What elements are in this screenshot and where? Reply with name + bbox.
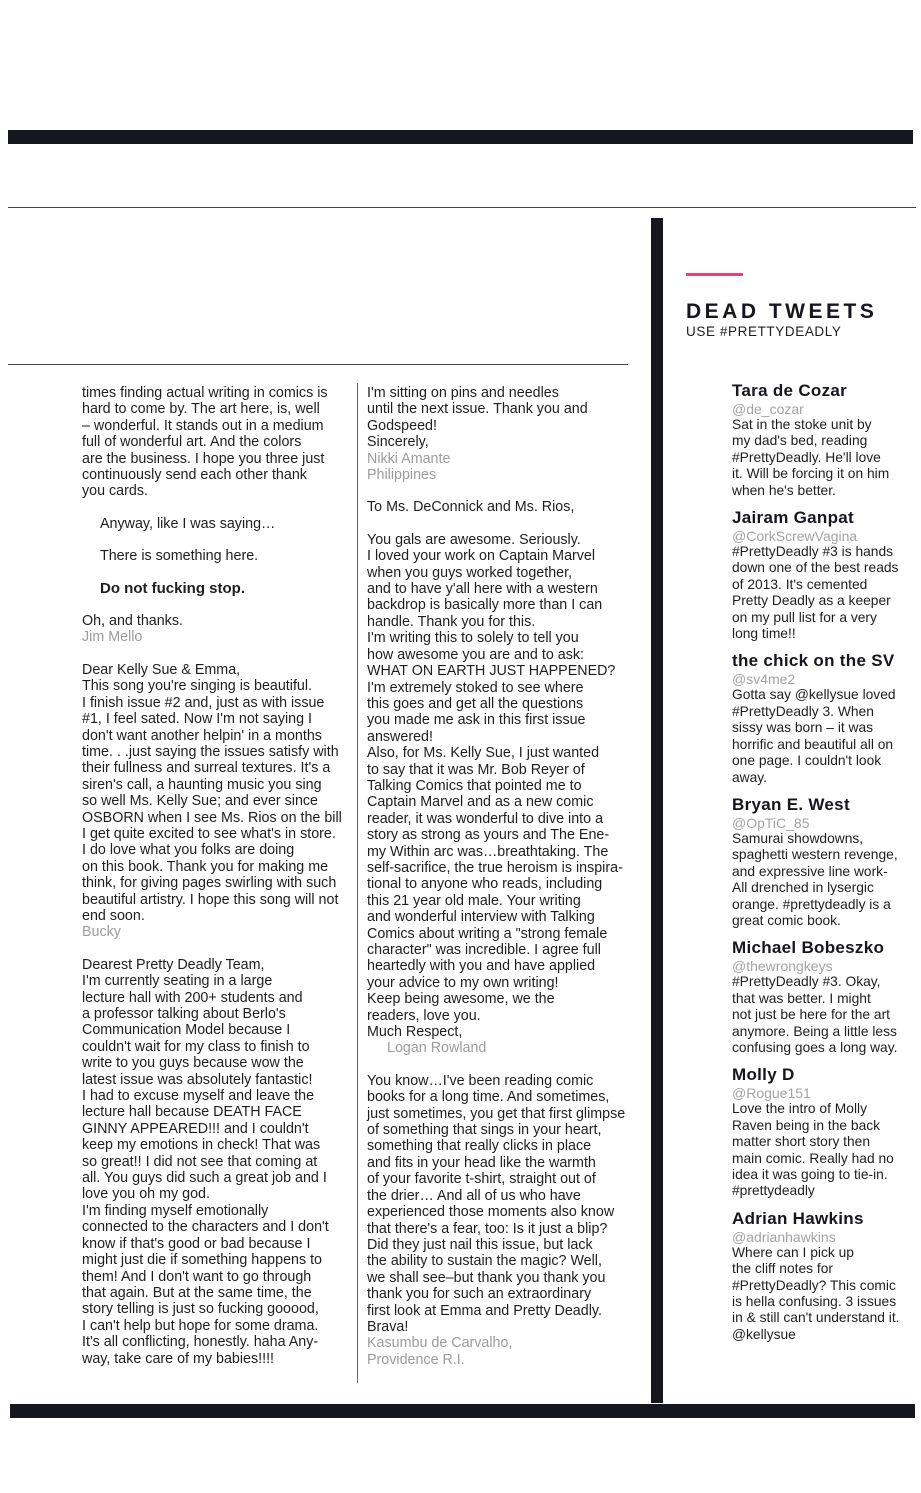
letter-signature: Logan Rowland — [387, 1040, 487, 1057]
letters-top-rule — [8, 364, 628, 365]
letter-text: Anyway, like I was saying… — [100, 515, 276, 532]
letter-text: You know…I've been reading comic books for a long time. And sometimes, just sometimes, you get that first glimpse of something that sings in your heart, something that really clicks in place and fits in your head like the warmth of your favorite t-shirt, straight out of the drier… And all of us who have experienced those moments also know that there's a fear, too: Is it just a blip? Did they just nail this issue, but lack the ability to sustain the magic? Well, we shall see–but thank you thank you thank you for such an extraordinary first look at Emma and Pretty Deadly. Brava! — [367, 1072, 626, 1335]
letter-text: Dearest Pretty Deadly Team, I'm currently seating in a large lecture hall with 200+ students and a professor talking about Berlo's Communication Model because I couldn't wait for my class to finish to write to you guys because wow the latest issue was absolutely fantastic! I had to excuse myself and leave the lecture hall because DEATH FACE GINNY APPEARED!!! and I couldn't keep my emotions in check! That was so great!! I did not see that coming at all. You guys did such a great job and I love you oh my god. I'm finding myself emotionally connected to the characters and I don't know if that's good or bad because I might just die if something happens to them! And I don't want to go through that again. But at the same time, the story telling is just so fucking gooood, I can't help but hope for some drama. It's all conflicting, honestly. haha Any- way, take care of my babies!!!! — [82, 956, 329, 1367]
tweet-text: Love the intro of Molly Raven being in the back matter short story then main comic. Really had no idea it was going to tie-in. #prettydeadly — [732, 1101, 894, 1199]
letter-emphasis: Do not fucking stop. — [100, 579, 245, 597]
tweet-author: Michael Bobeszko — [732, 938, 885, 958]
tweet-item — [732, 651, 918, 785]
letter-text: There is something here. — [100, 548, 259, 565]
accent-rule — [686, 273, 743, 276]
letter-salutation: To Ms. DeConnick and Ms. Rios, — [367, 499, 575, 516]
bottom-black-bar — [10, 1404, 915, 1418]
tweet-handle: @OpTiC_85 — [732, 814, 810, 831]
sidebar-vertical-bar — [651, 218, 663, 1403]
sidebar-title: DEAD TWEETS — [686, 300, 878, 323]
letter-signature: Nikki Amante Philippines — [367, 450, 451, 484]
top-black-bar — [8, 130, 913, 144]
tweet-handle: @adrianhawkins — [732, 1228, 836, 1245]
tweet-author: Molly D — [732, 1065, 795, 1085]
letters-column-1 — [82, 385, 344, 1367]
tweet-author: Bryan E. West — [732, 794, 850, 814]
tweet-handle: @de_cozar — [732, 401, 804, 417]
letter-text: I'm sitting on pins and needles until the next issue. Thank you and Godspeed! Sincerely, — [367, 385, 588, 451]
letter-text: This song you're singing is beautiful. I finish issue #2 and, just as with issue #1, I feel sated. Now I'm not saying I don't want another helpin' in a months time. . .just saying the issues satisfy with their fullness and surreal textures. It's a siren's call, a haunting music you sing so well Ms. Kelly Sue; and ever since OSBORN when I see Ms. Rios on the bill I get quite excited to see what's in store. I do love what you folks are doing on this book. Thank you for making me think, for giving pages swirling with such beautiful artistry. I hope this song will not end soon. — [82, 678, 342, 924]
sidebar-subtitle: USE #PRETTYDEADLY — [686, 324, 842, 339]
tweet-handle: @Rogue151 — [732, 1085, 811, 1102]
tweet-list — [732, 381, 918, 1352]
letter-text: times finding actual writing in comics is hard to come by. The art here, is, well – wonderful. It stands out in a medium full of wonderful art. And the colors are the business. I hope you three just continuously send each other thank you cards. — [82, 385, 328, 500]
letter-signature: Jim Mello — [82, 629, 143, 646]
tweet-item — [732, 1209, 918, 1343]
header-rule — [8, 207, 916, 208]
letter-text: Oh, and thanks. — [82, 613, 183, 630]
tweet-author: the chick on the SV — [732, 651, 895, 671]
tweet-item — [732, 381, 918, 499]
letter-signature: Bucky — [82, 924, 121, 941]
letter-salutation: Dear Kelly Sue & Emma, — [82, 661, 241, 678]
tweet-text: Where can I pick up the cliff notes for #PrettyDeadly? This comic is hella confusing. 3 issues in & still can't understand it. @kellysue — [732, 1244, 900, 1342]
tweet-text: #PrettyDeadly #3. Okay, that was better. I might not just be here for the art anymore. Being a little less confusing goes a long way. — [732, 974, 898, 1055]
tweet-handle: @thewrongkeys — [732, 958, 833, 975]
tweet-author: Adrian Hawkins — [732, 1208, 864, 1228]
column-divider — [357, 383, 358, 1383]
tweet-handle: @sv4me2 — [732, 671, 796, 688]
tweet-text: #PrettyDeadly #3 is hands down one of the best reads of 2013. It's cemented Pretty Deadly as a keeper on my pull list for a very long time!! — [732, 544, 899, 642]
tweet-text: Gotta say @kellysue loved #PrettyDeadly 3. When sissy was born – it was horrific and beautiful all on one page. I couldn't look away. — [732, 687, 896, 785]
letter-text: You gals are awesome. Seriously. I loved your work on Captain Marvel when you guys worked together, and to have y'all here with a western backdrop is basically more than I can handle. Thank you for this. I'm writing this to solely to tell you how awesome you are and to ask: WHAT ON EARTH JUST HAPPENED? I'm extremely stoked to see where this goes and get all the questions you made me ask in this first issue answered! Also, for Ms. Kelly Sue, I just wanted to say that it was Mr. Bob Reyer of Talking Comics that pointed me to Captain Marvel and as a new comic reader, it was wonderful to dive into a story as strong as yours and The Ene- my Within arc was…breathtaking. The self-sacrifice, the true heroism is inspira- tional to anyone who reads, including this 21 year old male. Your writing and wonderful interview with Talking Comics about writing a "strong female character" was incredible. I agree full heartedly with you and have applied your advice to my own writing! Keep being awesome, we the readers, love you. Much Respect, — [367, 531, 623, 1041]
letter-signature: Kasumbu de Carvalho, Providence R.I. — [367, 1335, 513, 1368]
tweet-handle: @CorkScrewVagina — [732, 528, 858, 545]
tweet-author: Tara de Cozar — [732, 381, 848, 400]
tweet-item — [732, 508, 918, 642]
letters-column-2 — [367, 385, 627, 1368]
tweet-text: Sat in the stoke unit by my dad's bed, reading #PrettyDeadly. He'll love it. Will be forcing it on him when he's better. — [732, 417, 890, 498]
tweet-item — [732, 1065, 918, 1199]
tweet-text: Samurai showdowns, spaghetti western revenge, and expressive line work- All drenched in lysergic orange. #prettydeadly is a great comic book. — [732, 830, 898, 928]
tweet-author: Jairam Ganpat — [732, 508, 855, 528]
tweet-item — [732, 938, 918, 1056]
tweet-item — [732, 795, 918, 929]
